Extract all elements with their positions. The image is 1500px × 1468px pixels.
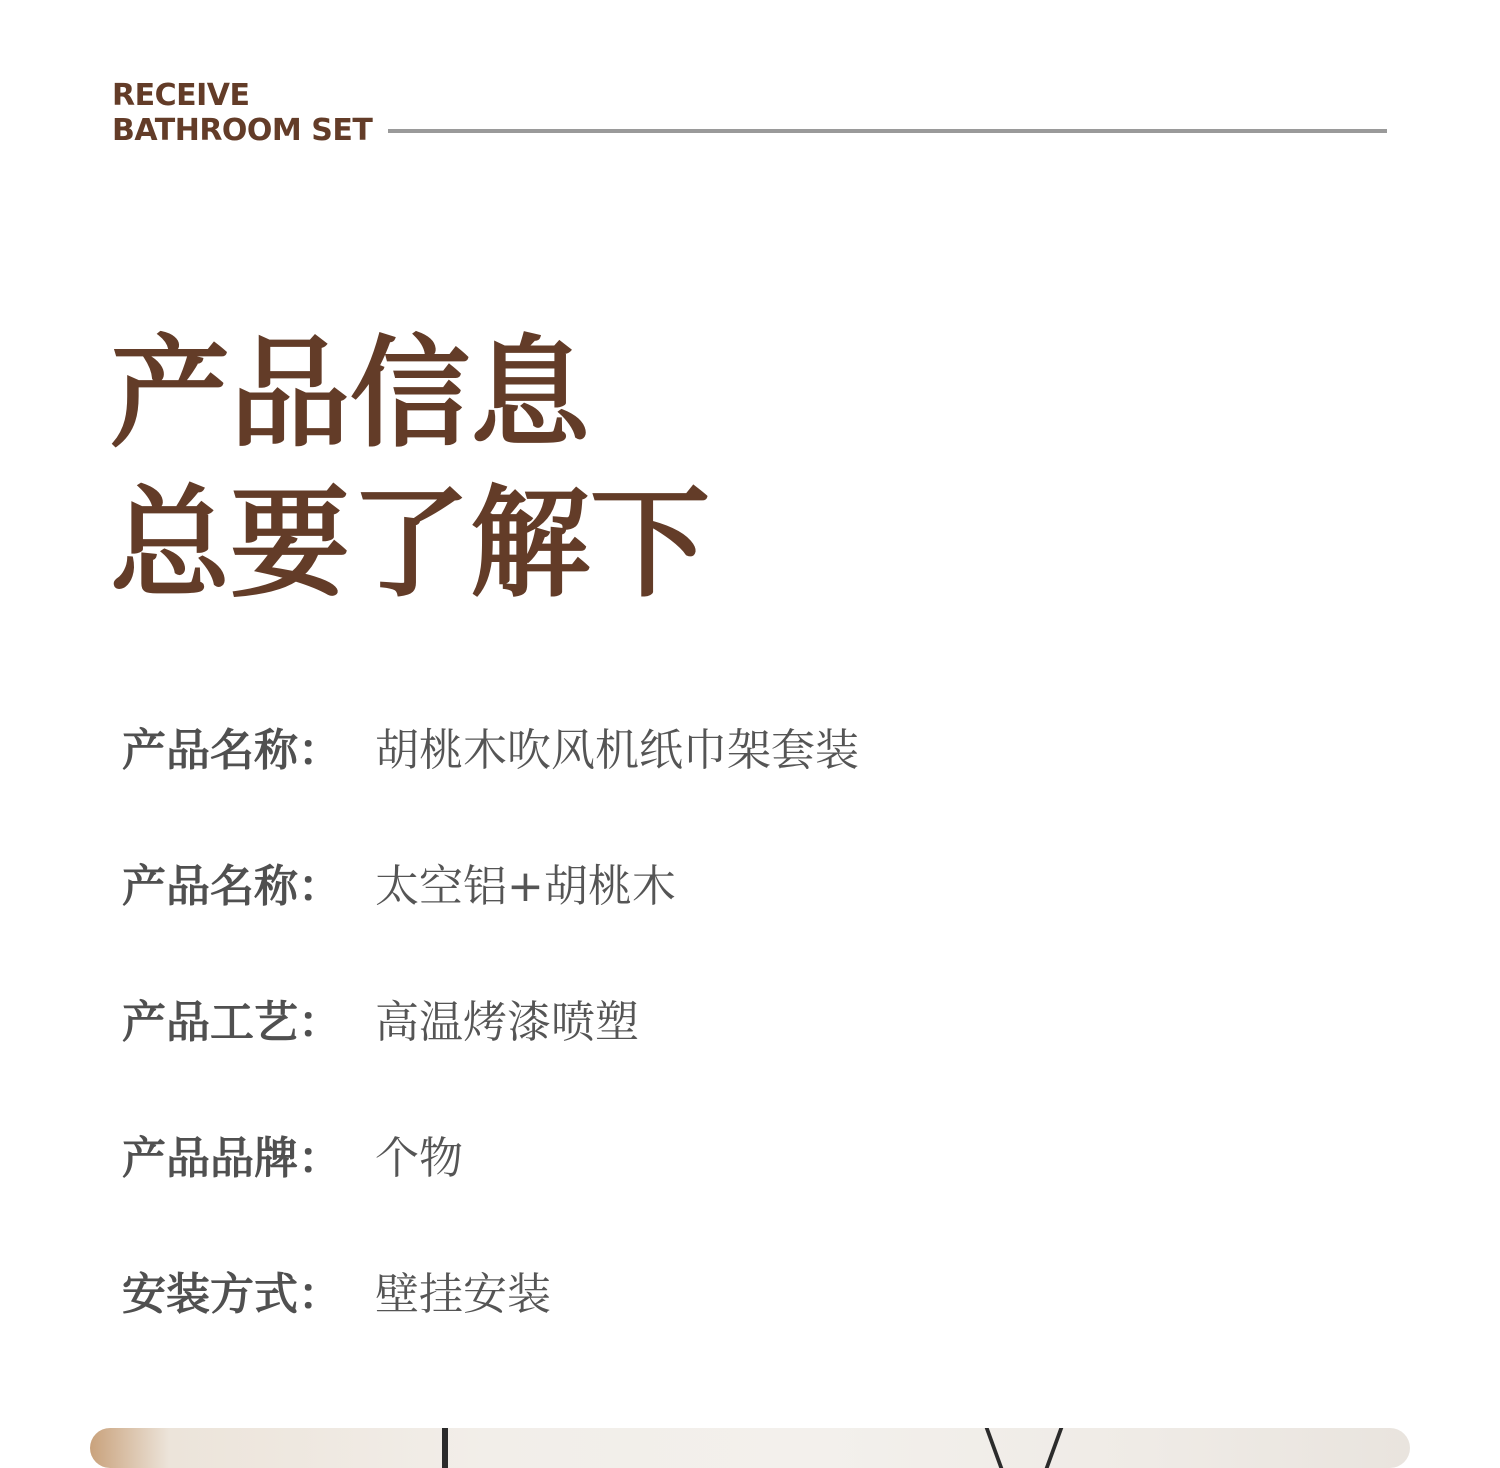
info-row-brand	[122, 1126, 1322, 1262]
info-label: 产品工艺：	[122, 997, 342, 1048]
info-label: 安装方式：	[122, 1269, 342, 1320]
info-label: 产品名称：	[122, 861, 342, 912]
info-value: 胡桃木吹风机纸巾架套装	[375, 725, 859, 776]
section-tag-line1: RECEIVE	[112, 78, 250, 113]
section-tag	[112, 78, 372, 148]
info-value: 壁挂安装	[375, 1269, 551, 1320]
section-tag-line2: BATHROOM SET	[112, 113, 373, 148]
photo-detail-hook-right	[1045, 1428, 1064, 1468]
product-photo	[90, 1428, 1410, 1468]
info-row-craft	[122, 990, 1322, 1126]
photo-detail-hook-left	[985, 1428, 1004, 1468]
product-info-list	[122, 718, 1322, 1398]
info-row-material	[122, 854, 1322, 990]
page-title-line1: 产品信息	[110, 325, 590, 464]
photo-detail-bar	[442, 1428, 448, 1468]
info-value: 太空铝+胡桃木	[375, 861, 676, 912]
page-title	[110, 320, 710, 620]
info-label: 产品名称：	[122, 725, 342, 776]
info-value: 个物	[375, 1133, 463, 1184]
info-row-product-name	[122, 718, 1322, 854]
info-value: 高温烤漆喷塑	[375, 997, 639, 1048]
header-divider	[388, 129, 1387, 133]
info-label: 产品品牌：	[122, 1133, 342, 1184]
page-title-line2: 总要了解下	[110, 475, 710, 614]
info-row-installation	[122, 1262, 1322, 1398]
